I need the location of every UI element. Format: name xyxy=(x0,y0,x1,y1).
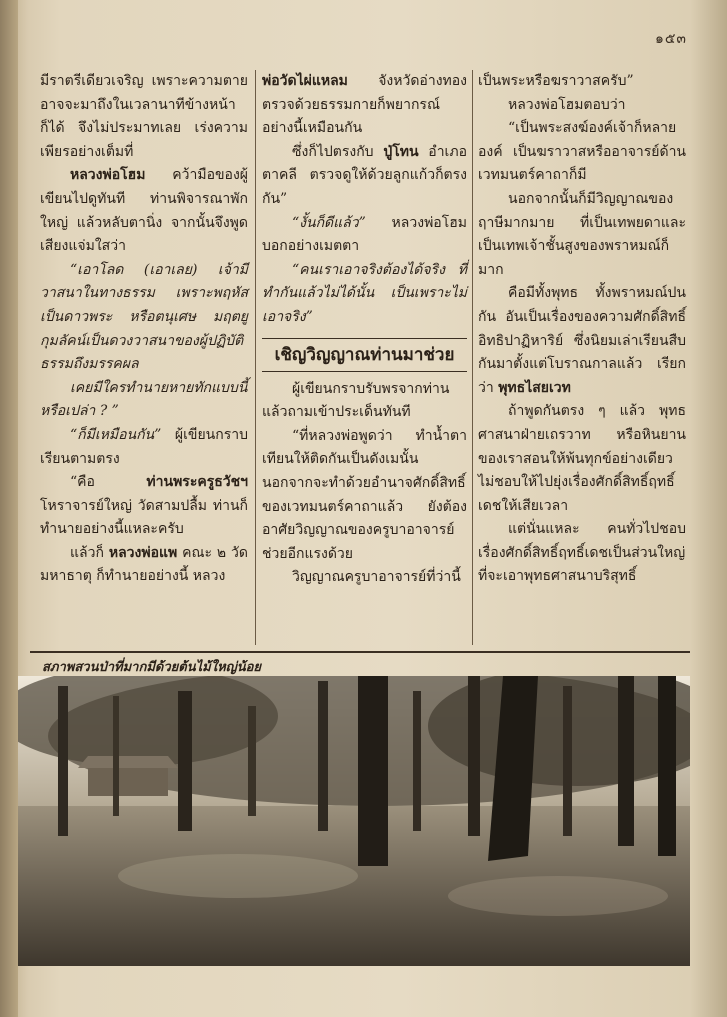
paragraph: “เป็นพระสงฆ์องค์เจ้าก็หลายองค์ เป็นฆราวาสหรืออาจารย์ด้านเวทมนตร์คาถาก็มี xyxy=(478,120,686,184)
text-column-3 xyxy=(478,70,686,589)
paragraph: “คือ ท่านพระครูธวัชฯ โหราจารย์ใหญ่ วัดสามปลื้ม ท่านก็ทำนายอย่างนี้แหละครับ xyxy=(40,474,248,538)
paragraph: ซึ่งก็ไปตรงกับ ปู่โทน อำเภอตาคลี ตรวจดูให้ด้วยลูกแก้วก็ตรงกัน” xyxy=(262,143,467,207)
paragraph: เป็นพระหรือฆราวาสครับ” xyxy=(478,73,634,89)
paragraph: “ก็มีเหมือนกัน” ผู้เขียนกราบเรียนตามตรง xyxy=(40,426,248,467)
paragraph: แต่นั่นแหละ คนทั่วไปชอบเรื่องศักดิ์สิทธิ์ฤทธิ์เดชเป็นส่วนใหญ่ ที่จะเอาพุทธศาสนาบริสุทธิ์ xyxy=(478,521,686,585)
paragraph: เคยมีใครทำนายหายทักแบบนี้หรือเปล่า ? ” xyxy=(40,379,248,420)
book-gutter xyxy=(0,0,18,1017)
paragraph: “ที่หลวงพ่อพูดว่า ทำน้ำตาเทียนให้ติดกันเป็นดังเมนั้น นอกจากจะทำด้วยอำนาจศักดิ์สิทธิ์ของเวทมนตร์คาถาแล้ว ยังต้องอาศัยวิญญาณของครูบาอาจารย์ช่วยอีกแรงด้วย xyxy=(262,427,467,562)
column-divider xyxy=(255,70,256,645)
paragraph: หลวงพ่อโฮมตอบว่า xyxy=(508,96,626,113)
section-heading-box xyxy=(262,338,467,372)
paragraph: มีราตรีเดียวเจริญ เพราะความตายอาจจะมาถึงในเวลานาทีข้างหน้าก็ได้ จึงไม่ประมาทเลย เร่งความเพียรอย่างเต็มที่ xyxy=(40,73,248,160)
text-column-1 xyxy=(40,70,248,589)
paragraph: แล้วก็ หลวงพ่อแพ คณะ ๒ วัดมหาธาตุ ก็ทำนายอย่างนี้ หลวง xyxy=(40,544,249,585)
paragraph: หลวงพ่อโฮม คว้ามือของผู้เขียนไปดูทันที ท่านพิจารณาพักใหญ่ แล้วหลับตานิ่ง จากนั้นจึงพูดเสียงแจ่มใสว่า xyxy=(40,167,248,255)
section-heading: เชิญวิญญาณท่านมาช่วย xyxy=(274,344,455,365)
paragraph: ถ้าพูดกันตรง ๆ แล้ว พุทธศาสนาฝ่ายเถรวาท หรือหินยานของเราสอนให้พ้นทุกข์อย่างเดียว ไม่ชอบให้ไปยุ่งเรื่องศักดิ์สิทธิ์ฤทธิ์เดชให้เสียเวลา xyxy=(478,403,686,514)
photo-caption: สภาพสวนป่าที่มากมีด้วยต้นไม้ใหญ่น้อย xyxy=(42,660,262,675)
forest-photo xyxy=(18,676,690,966)
paragraph: พ่อวัดไผ่แหลม จังหวัดอ่างทอง ตรวจด้วยธรรมกายก็พยากรณ์อย่างนี้เหมือนกัน xyxy=(262,73,467,137)
column-divider xyxy=(472,70,473,645)
caption-rule xyxy=(30,651,690,653)
paragraph: “งั้นก็ดีแล้ว” หลวงพ่อโฮมบอกอย่างเมตตา xyxy=(262,214,467,255)
page-number: ๑๕๓ xyxy=(654,31,687,47)
text-column-2 xyxy=(262,70,467,590)
paragraph: นอกจากนั้นก็มีวิญญาณของฤาษีมากมาย ที่เป็นเทพยดาและเป็นเทพเจ้าชั้นสูงของพราหมณ์ก็มาก xyxy=(478,190,686,278)
paragraph: “เอาโลด (เอาเลย) เจ้ามีวาสนาในทางธรรม เพราะพฤหัสเป็นดาวพระ หรือตนุเศษ มฤตยูกุมลัคน์เป็นดวงวาสนาของผู้ปฏิบัติธรรมถึงมรรคผล xyxy=(40,261,248,373)
paragraph: “คนเราเอาจริงต้องได้จริง ที่ทำกันแล้วไม่ได้นั้น เป็นเพราะไม่เอาจริง” xyxy=(262,261,467,325)
paragraph: วิญญาณครูบาอาจารย์ที่ว่านี้ xyxy=(292,569,461,586)
paragraph: คือมีทั้งพุทธ ทั้งพราหมณ์ปนกัน อันเป็นเรื่องของความศักดิ์สิทธิ์อิทธิปาฏิหาริย์ ซึ่งนิยมเล่าเรียนสืบกันมาตั้งแต่โบราณกาลแล้ว เรียกว่า พุทธไสยเวท xyxy=(478,285,686,396)
forest-photo-illustration xyxy=(18,676,690,966)
paragraph: ผู้เขียนกราบรับพรจากท่าน แล้วถามเข้าประเด็นทันที xyxy=(262,380,450,421)
